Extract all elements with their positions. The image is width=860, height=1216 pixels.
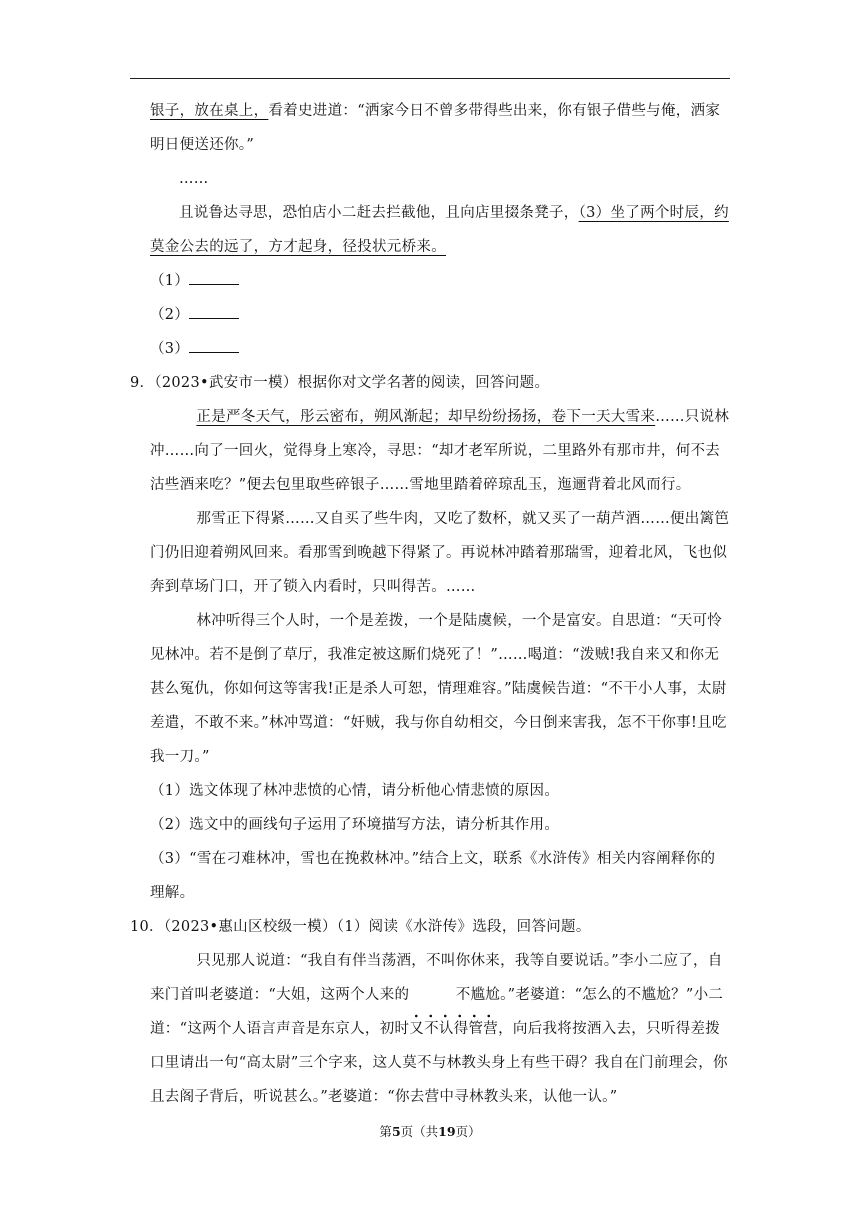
paragraph-text: 看着史进道：“洒家今日不曾多带得些出来，你有银子借些与俺，洒家明日便送还你。” (150, 103, 721, 153)
question-prompt: 根据你对文学名著的阅读，回答问题。 (297, 375, 550, 391)
q9-subquestion-2: （2）选文中的画线句子运用了环境描写方法，请分析其作用。 (150, 817, 560, 833)
answer-line-2 (150, 298, 730, 332)
answer-blank[interactable] (189, 300, 239, 319)
header-rule (130, 78, 730, 79)
ellipsis-line: …… (179, 171, 209, 187)
paragraph-text: 。”老婆道：“怎么的不尴尬？”小二道：“这两个人语言声音是东京人，初时又不认得管营，向后我将按酒入去，只听得差拨口里请出一句“高太尉”三个字来，这人莫不与林教头身上有些干碍？我自在门前理会，你且去阁子背后，听说甚么。”老婆道：“你去营中寻林教头来，认他一认。” (150, 987, 728, 1105)
footer-mid: 页（共 (400, 1124, 439, 1139)
answer-line-1 (150, 264, 730, 298)
underlined-text: 银子，放在桌上， (150, 103, 269, 119)
emphasis-dotted-text: 不尴尬 (409, 978, 500, 1012)
answer-label: （1） (150, 273, 190, 289)
question-9-heading (130, 366, 730, 400)
question-source: （2023•武安市一模） (154, 375, 298, 391)
underlined-text: （3）坐了两个时辰，约莫金公去的远了，方才起身，径投状元桥来。 (150, 205, 729, 255)
footer-prefix: 第 (379, 1124, 392, 1139)
answer-line-3 (150, 332, 730, 366)
question-source: （2023•惠山区校级一模） (163, 919, 337, 935)
q9-passage-1 (150, 400, 730, 502)
question-number: 10． (130, 919, 164, 935)
page-footer (0, 1124, 860, 1140)
question-10-heading (130, 910, 730, 944)
footer-page-number: 5 (391, 1124, 401, 1139)
paragraph-text: 只见那人说道：“我自有伴当荡酒，不叫你休来，我等自要说话。”李小二应了，自来门首叫老婆道：“大姐，这两个人来的 (150, 953, 723, 1003)
footer-total-pages: 19 (438, 1124, 456, 1139)
q9-subquestion-3: （3）“雪在刁难林冲，雪也在挽救林冲。”结合上文，联系《水浒传》相关内容阐释你的理解。 (150, 851, 716, 901)
q9-subquestion-1: （1）选文体现了林冲悲愤的心情，请分析他心情悲愤的原因。 (150, 783, 560, 799)
q10-passage-1 (150, 944, 730, 1114)
document-body (130, 94, 730, 1114)
answer-blank[interactable] (189, 266, 239, 285)
paragraph-text: ……只说林冲……向了一回火，觉得身上寒冷，寻思：“却才老军所说，二里路外有那市井，何不去沽些酒来吃？”便去包里取些碎银子……雪地里踏着碎琼乱玉，迤逦背着北风而行。 (150, 409, 730, 493)
underlined-text: 正是严冬天气，彤云密布，朔风渐起；却早纷纷扬扬，卷下一天大雪来 (196, 409, 656, 425)
fragment-paragraph (150, 94, 730, 162)
answer-label: （3） (150, 341, 190, 357)
question-prompt: （1）阅读《水浒传》选段，回答问题。 (336, 919, 591, 935)
q9-passage-3: 林冲听得三个人时，一个是差拨，一个是陆虞候，一个是富安。自思道：“天可怜见林冲。若不是倒了草厅，我准定被这厮们烧死了！”……喝道：“泼贼!我自来又和你无甚么冤仇，你如何这等害我!正是杀人可恕，情理难容。”陆虞候告道：“不干小人事，太尉差遣，不敢不来。”林冲骂道：“奸贼，我与你自幼相交，今日倒来害我，怎不干你事!且吃我一刀。” (150, 613, 727, 765)
lu-da-paragraph (150, 196, 730, 264)
question-number: 9． (130, 375, 155, 391)
answer-label: （2） (150, 307, 190, 323)
footer-suffix: 页） (455, 1124, 481, 1139)
q9-passage-2: 那雪正下得紧……又自买了些牛肉，又吃了数杯，就又买了一葫芦酒……便出篱笆门仍旧迎着朔风回来。看那雪到晚越下得紧了。再说林冲踏着那瑞雪，迎着北风，飞也似奔到草场门口，开了锁入内看时，只叫得苦。…… (150, 511, 730, 595)
answer-blank[interactable] (189, 334, 239, 353)
paragraph-text: 且说鲁达寻思，恐怕店小二赶去拦截他，且向店里掇条凳子， (179, 205, 579, 221)
